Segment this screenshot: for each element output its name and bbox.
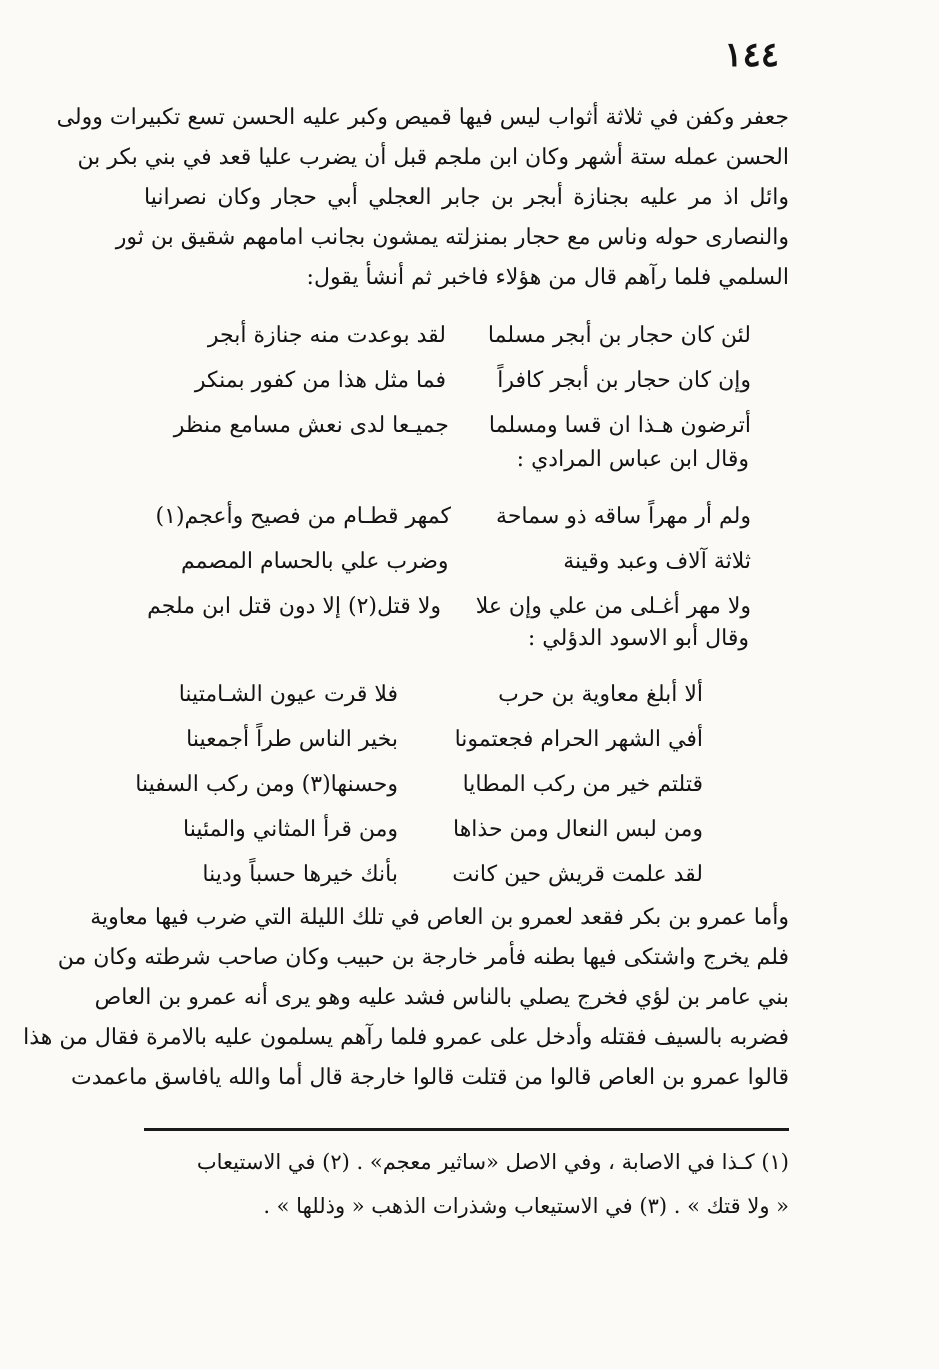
verse-row: [173, 403, 751, 448]
verse-second-hemistich: بأنك خيرها حسباً ودينا: [202, 862, 398, 887]
verse-row: [133, 852, 703, 897]
poem-2-intro: وقال ابن عباس المرادي :: [516, 447, 749, 472]
verse-second-hemistich: بخير الناس طراً أجمعينا: [186, 727, 398, 752]
footnote-divider: [144, 1128, 789, 1131]
footnotes: [144, 1140, 789, 1228]
verse-first-hemistich: ألا أبلغ معاوية بن حرب: [498, 682, 703, 707]
verse-second-hemistich: كمهر قطـام من فصيح وأعجم(١): [155, 504, 451, 529]
text-line: فضربه بالسيف فقتله وأدخل على عمرو فلما رآهم يسلمون عليه بالامرة فقال من هذا: [23, 1025, 789, 1050]
verse-row: [133, 672, 703, 717]
verse-second-hemistich: وحسنها(٣) ومن ركب السفينا: [135, 772, 398, 797]
verse-second-hemistich: فلا قرت عيون الشـامتينا: [178, 682, 398, 707]
poem-3-intro: وقال أبو الاسود الدؤلي :: [527, 626, 749, 651]
verse-second-hemistich: ولا قتل(٢) إلا دون قتل ابن ملجم: [147, 594, 441, 619]
verse-second-hemistich: جميـعا لدى نعش مسامع منظر: [173, 413, 449, 438]
verse-first-hemistich: لئن كان حجار بن أبجر مسلما: [487, 323, 751, 348]
verse-second-hemistich: ومن قرأ المثاني والمئينا: [182, 817, 398, 842]
paragraph-2: [23, 898, 789, 1098]
verse-first-hemistich: ومن لبس النعال ومن حذاها: [453, 817, 703, 842]
verse-first-hemistich: قتلتم خير من ركب المطايا: [462, 772, 703, 797]
verse-second-hemistich: فما مثل هذا من كفور بمنكر: [194, 368, 446, 393]
text-line: السلمي فلما رآهم قال من هؤلاء فاخبر ثم أنشأ يقول:: [306, 265, 789, 290]
verse-row: [133, 717, 703, 762]
verse-first-hemistich: وإن كان حجار بن أبجر كافراً: [497, 368, 751, 393]
verse-first-hemistich: أفي الشهر الحرام فجعتمونا: [454, 727, 703, 752]
text-line: الحسن عمله ستة أشهر وكان ابن ملجم قبل أن يضرب عليا قعد في بني بكر بن: [77, 145, 789, 170]
verse-first-hemistich: لقد علمت قريش حين كانت: [452, 862, 703, 887]
text-line: بني عامر بن لؤي فخرج يصلي بالناس فشد عليه وهو يرى أنه عمرو بن العاص: [94, 985, 789, 1010]
poem-2: [147, 494, 751, 629]
verse-row: [147, 584, 751, 629]
text-line: قالوا عمرو بن العاص قالوا من قتلت قالوا خارجة قال أما والله يافاسق ماعمدت: [71, 1065, 789, 1090]
verse-first-hemistich: ثلاثة آلاف وعبد وقينة: [563, 549, 751, 574]
paragraph-1: [56, 98, 789, 298]
verse-second-hemistich: وضرب علي بالحسام المصمم: [181, 549, 449, 574]
verse-row: [133, 762, 703, 807]
verse-first-hemistich: أترضون هـذا ان قسا ومسلما: [488, 413, 751, 438]
poem-1: [173, 313, 751, 448]
text-line: جعفر وكفن في ثلاثة أثواب ليس فيها قميص وكبر عليه الحسن تسع تكبيرات وولى: [56, 105, 789, 130]
verse-row: [181, 358, 751, 403]
verse-row: [155, 494, 751, 539]
verse-row: [133, 807, 703, 852]
text-line: وأما عمرو بن بكر فقعد لعمرو بن العاص في تلك الليلة التي ضرب فيها معاوية: [90, 905, 789, 930]
verse-first-hemistich: ولم أر مهراً ساقه ذو سماحة: [496, 504, 751, 529]
footnote-line: « ولا قتك » . (٣) في الاستيعاب وشذرات الذهب « وذللها » .: [263, 1194, 789, 1218]
text-line: فلم يخرج واشتكى فيها بطنه فأمر خارجة بن حبيب وكان صاحب شرطته وكان من: [57, 945, 789, 970]
poem-3: [133, 672, 703, 897]
verse-second-hemistich: لقد بوعدت منه جنازة أبجر: [207, 323, 446, 348]
footnote-line: (١) كـذا في الاصابة ، وفي الاصل «ساثير معجم» . (٢) في الاستيعاب: [196, 1150, 789, 1174]
verse-row: [181, 313, 751, 358]
page-number: ١٤٤: [724, 35, 779, 75]
text-line: وائل اذ مر عليه بجنازة أبجر بن جابر العجلي أبي حجار وكان نصرانيا: [144, 185, 789, 210]
verse-row: [181, 539, 751, 584]
verse-first-hemistich: ولا مهر أغـلى من علي وإن علا: [475, 594, 751, 619]
text-line: والنصارى حوله وناس مع حجار بمنزلته يمشون بجانب امامهم شقيق بن ثور: [115, 225, 789, 250]
